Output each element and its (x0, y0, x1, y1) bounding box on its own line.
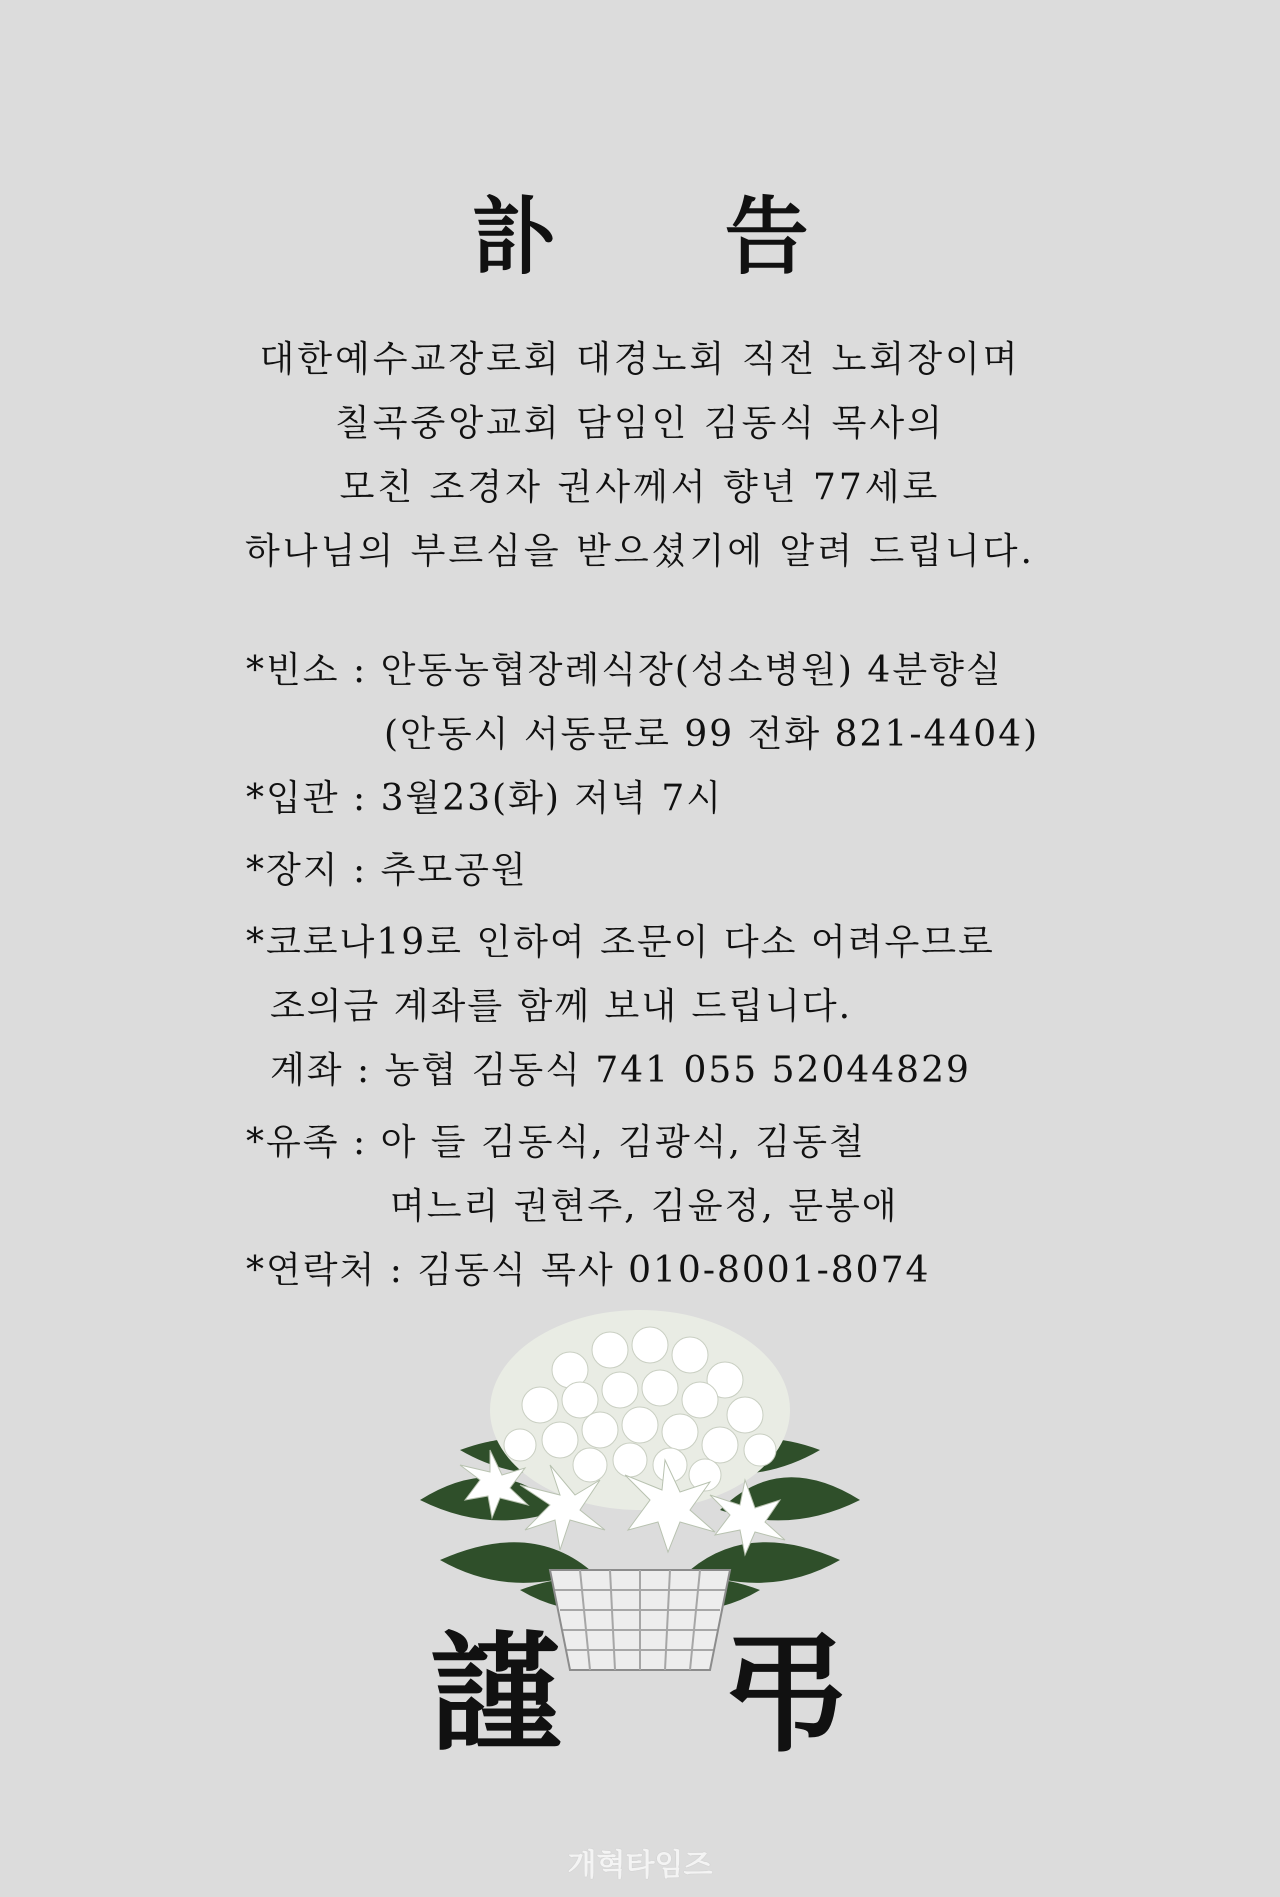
intro-line: 모친 조경자 권사께서 향년 77세로 (339, 467, 941, 508)
page-title: 訃 告 (471, 187, 879, 286)
jangji-line: *장지 : 추모공원 (246, 850, 528, 891)
family-line-2: 며느리 권현주, 김윤정, 문봉애 (390, 1186, 899, 1227)
intro-line: 대한예수교장로회 대경노회 직전 노회장이며 (259, 339, 1021, 380)
seal-character-left: 謹 (430, 1617, 561, 1770)
binso-line: *빈소 : 안동농협장례식장(성소병원) 4분향실 (246, 650, 1003, 691)
watermark-logo: 개혁타임즈 (567, 1848, 713, 1883)
binso-address-line: (안동시 서동문로 99 전화 821-4404) (384, 714, 1040, 755)
family-line: *유족 : 아 들 김동식, 김광식, 김동철 (246, 1122, 866, 1163)
funeral-details (246, 642, 1039, 1306)
intro-line: 칠곡중앙교회 담임인 김동식 목사의 (335, 403, 945, 444)
intro-line: 하나님의 부르심을 받으셨기에 알려 드립니다. (245, 531, 1035, 572)
basket (550, 1570, 730, 1670)
corona-notice-line: *코로나19로 인하여 조문이 다소 어려우므로 (246, 922, 995, 963)
seal-character-right: 弔 (720, 1617, 851, 1770)
account-line: 계좌 : 농협 김동식 741 055 52044829 (270, 1050, 971, 1091)
intro-text (0, 328, 1280, 584)
ipgwan-line: *입관 : 3월23(화) 저녁 7시 (246, 778, 724, 819)
corona-notice-line-2: 조의금 계좌를 함께 보내 드립니다. (270, 986, 853, 1027)
contact-line: *연락처 : 김동식 목사 010-8001-8074 (246, 1250, 931, 1291)
